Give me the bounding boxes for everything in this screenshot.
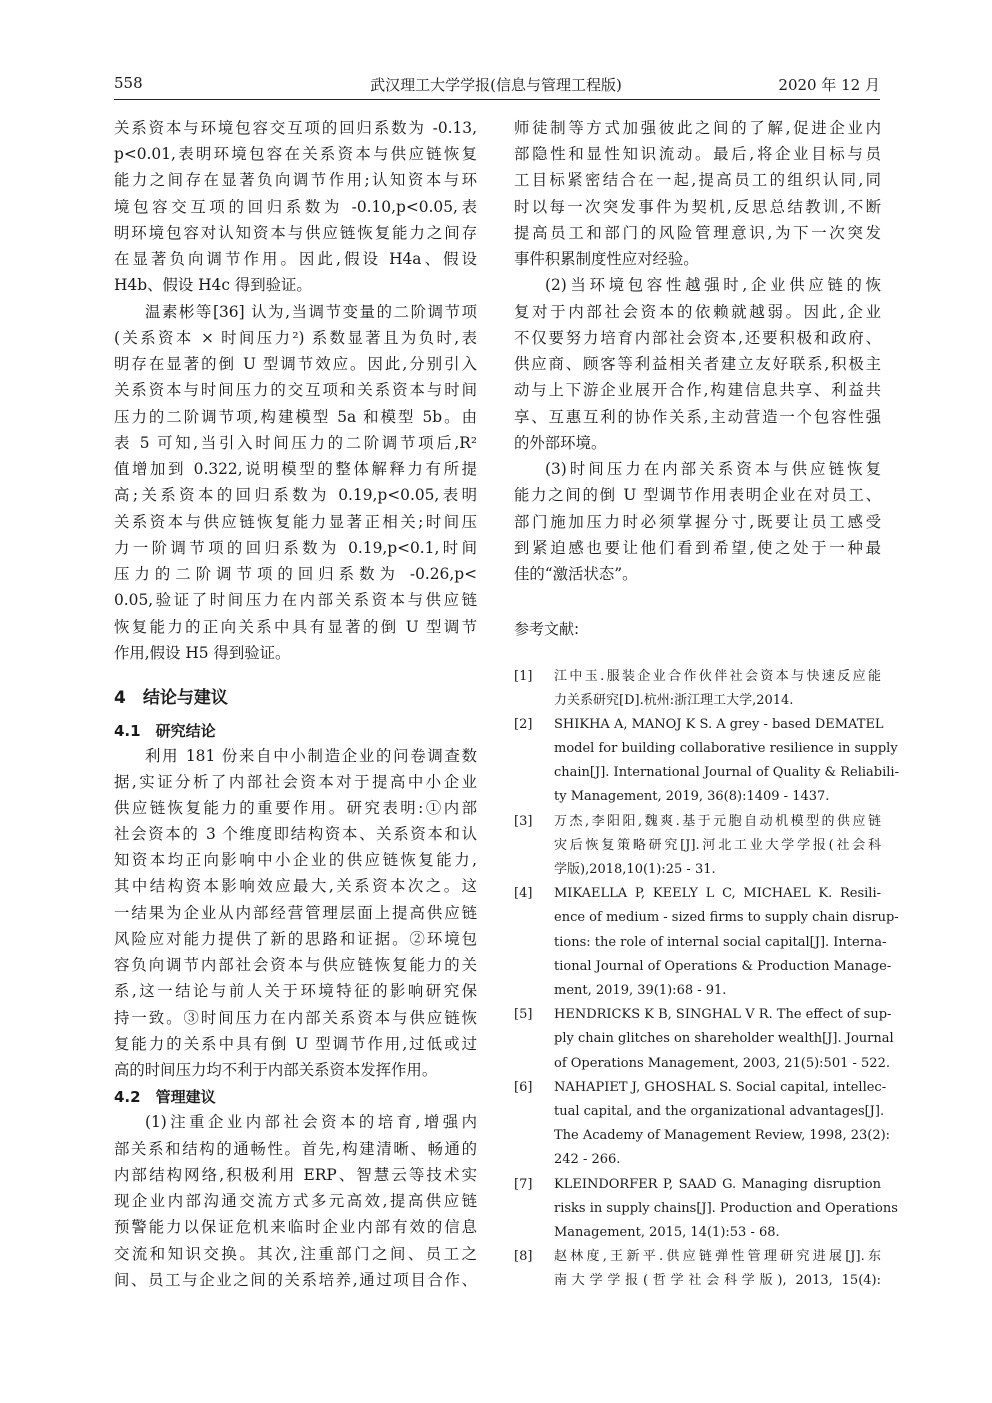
page-number: 558 (114, 74, 143, 92)
reference-number: [6] (514, 1080, 533, 1095)
body-line: 供应商、顾客等利益相关者建立友好联系,积极主 (514, 355, 881, 373)
body-line: p<0.01,表明环境包容在关系资本与供应链恢复 (114, 145, 477, 163)
body-line: 容负向调节内部社会资本与供应链恢复能力的关 (114, 956, 477, 974)
body-line: 力一阶调节项的回归系数为 0.19,p<0.1,时间 (114, 539, 477, 557)
body-line: (关系资本 × 时间压力²) 系数显著且为负时,表 (114, 329, 477, 347)
body-line: 值增加到 0.322,说明模型的整体解释力有所提 (114, 460, 477, 478)
body-line: 提高员工和部门的风险管理意识,为下一次突发 (514, 224, 881, 242)
body-line: 0.05,验证了时间压力在内部关系资本与供应链 (114, 591, 477, 609)
body-line: 间、员工与企业之间的关系培养,通过项目合作、 (114, 1271, 477, 1289)
reference-line: 力关系研究[D].杭州:浙江理工大学,2014. (554, 693, 794, 708)
reference-line: 242 - 266. (554, 1152, 621, 1167)
body-line: 明存在显著的倒 U 型调节效应。因此,分别引入 (114, 355, 477, 373)
body-line: 关系资本与供应链恢复能力显著正相关;时间压 (114, 513, 477, 531)
body-line: 在显著负向调节作用。因此,假设 H4a、假设 (114, 250, 477, 268)
body-line: 供应链恢复能力的重要作用。研究表明:①内部 (114, 799, 477, 817)
reference-line: risks in supply chains[J]. Production and Operations (554, 1201, 898, 1216)
reference-line: SHIKHA A, MANOJ K S. A grey - based DEMATEL (554, 717, 884, 732)
reference-line: HENDRICKS K B, SINGHAL V R. The effect of sup- (554, 1007, 892, 1022)
reference-line: ment, 2019, 39(1):68 - 91. (554, 983, 727, 998)
body-line: 恢复能力的正向关系中具有显著的倒 U 型调节 (114, 618, 477, 636)
reference-number: [8] (514, 1249, 533, 1264)
body-line: 到紧迫感也要让他们看到希望,使之处于一种最 (514, 539, 881, 557)
body-line: 动与上下游企业展开合作,构建信息共享、利益共 (514, 381, 881, 399)
body-line: 持一致。③时间压力在内部关系资本与供应链恢 (114, 1009, 477, 1027)
header-rule (114, 99, 880, 100)
body-line: 其中结构资本影响效应最大,关系资本次之。这 (114, 877, 477, 895)
body-line: H4b、假设 H4c 得到验证。 (114, 276, 312, 294)
body-line: 复对于内部社会资本的依赖就越弱。因此,企业 (514, 303, 881, 321)
body-line: 师徒制等方式加强彼此之间的了解,促进企业内 (514, 119, 881, 137)
body-line: (3)时间压力在内部关系资本与供应链恢复 (545, 460, 881, 478)
body-line: 佳的“激活状态”。 (514, 565, 638, 583)
reference-number: [7] (514, 1177, 533, 1192)
body-line: 一结果为企业从内部经营管理层面上提高供应链 (114, 904, 477, 922)
body-line: 社会资本的 3 个维度即结构资本、关系资本和认 (114, 825, 477, 843)
reference-line: model for building collaborative resilience in supply (554, 741, 898, 756)
body-line: 内部结构网络,积极利用 ERP、智慧云等技术实 (114, 1166, 477, 1184)
reference-line: tional Journal of Operations & Production Manage- (554, 959, 892, 974)
body-line: 享、互惠互利的协作关系,主动营造一个包容性强 (514, 408, 881, 426)
body-line: 现企业内部沟通交流方式多元高效,提高供应链 (114, 1192, 477, 1210)
reference-line: ty Management, 2019, 36(8):1409 - 1437. (554, 789, 830, 804)
body-line: (2)当环境包容性越强时,企业供应链的恢 (545, 276, 881, 294)
body-line: 利用 181 份来自中小制造企业的问卷调查数 (145, 747, 477, 765)
reference-line: 赵林度,王新平.供应链弹性管理研究进展[J].东 (554, 1249, 881, 1264)
reference-line: tual capital, and the organizational advantages[J]. (554, 1104, 885, 1119)
body-line: 风险应对能力提供了新的思路和证据。②环境包 (114, 930, 477, 948)
reference-number: [1] (514, 669, 533, 684)
body-line: 作用,假设 H5 得到验证。 (114, 644, 291, 662)
section-heading: 4 结论与建议 (114, 688, 228, 708)
reference-line: of Operations Management, 2003, 21(5):501 - 522. (554, 1056, 890, 1071)
reference-line: 南大学学报(哲学社会科学版), 2013, 15(4): (554, 1273, 881, 1288)
body-line: 高;关系资本的回归系数为 0.19,p<0.05,表明 (114, 486, 477, 504)
reference-number: [2] (514, 717, 533, 732)
body-line: 温素彬等[36] 认为,当调节变量的二阶调节项 (145, 303, 477, 321)
reference-line: tions: the role of internal social capital[J]. Interna- (554, 935, 887, 950)
reference-line: ence of medium - sized firms to supply chain disrup- (554, 910, 899, 925)
body-line: 压力的二阶调节项,构建模型 5a 和模型 5b。由 (114, 408, 477, 426)
body-line: 部关系和结构的通畅性。首先,构建清晰、畅通的 (114, 1140, 477, 1158)
subsection-heading: 4.1 研究结论 (114, 722, 216, 740)
reference-line: 学版),2018,10(1):25 - 31. (554, 862, 716, 877)
body-line: 时以每一次突发事件为契机,反思总结教训,不断 (514, 198, 881, 216)
body-line: 明环境包容对认知资本与供应链恢复能力之间存 (114, 224, 477, 242)
reference-line: 江中玉.服装企业合作伙伴社会资本与快速反应能 (554, 669, 881, 684)
body-line: 关系资本与环境包容交互项的回归系数为 -0.13, (114, 119, 477, 137)
reference-line: Management, 2015, 14(1):53 - 68. (554, 1225, 780, 1240)
body-line: 能力之间的倒 U 型调节作用表明企业在对员工、 (514, 486, 881, 504)
reference-line: The Academy of Management Review, 1998, 23(2): (554, 1128, 891, 1143)
body-line: 的外部环境。 (514, 434, 607, 452)
references-heading: 参考文献: (514, 620, 580, 638)
body-line: 事件积累制度性应对经验。 (514, 250, 699, 268)
body-line: 交流和知识交换。其次,注重部门之间、员工之 (114, 1245, 477, 1263)
body-line: 知资本均正向影响中小企业的供应链恢复能力, (114, 851, 477, 869)
reference-line: ply chain glitches on shareholder wealth[J]. Journal (554, 1031, 894, 1046)
body-line: 复能力的关系中具有倒 U 型调节作用,过低或过 (114, 1035, 477, 1053)
body-line: 预警能力以保证危机来临时企业内部有效的信息 (114, 1218, 477, 1236)
journal-title: 武汉理工大学学报(信息与管理工程版) (370, 76, 622, 94)
reference-number: [5] (514, 1007, 533, 1022)
reference-line: NAHAPIET J, GHOSHAL S. Social capital, intellec- (554, 1080, 887, 1095)
reference-line: 万杰,李阳阳,魏爽.基于元胞自动机模型的供应链 (554, 814, 881, 829)
body-line: 关系资本与时间压力的交互项和关系资本与时间 (114, 381, 477, 399)
reference-line: KLEINDORFER P, SAAD G. Managing disruption (554, 1177, 881, 1192)
body-line: 工目标紧密结合在一起,提高员工的组织认同,同 (514, 171, 881, 189)
body-line: 据,实证分析了内部社会资本对于提高中小企业 (114, 773, 477, 791)
subsection-heading: 4.2 管理建议 (114, 1088, 216, 1106)
body-line: 不仅要努力培育内部社会资本,还要积极和政府、 (514, 329, 881, 347)
body-line: 表 5 可知,当引入时间压力的二阶调节项后,R² (114, 434, 477, 452)
body-line: 部隐性和显性知识流动。最后,将企业目标与员 (514, 145, 881, 163)
body-line: 境包容交互项的回归系数为 -0.10,p<0.05,表 (114, 198, 477, 216)
reference-line: 灾后恢复策略研究[J].河北工业大学学报(社会科 (554, 838, 881, 853)
reference-number: [4] (514, 886, 533, 901)
reference-line: MIKAELLA P, KEELY L C, MICHAEL K. Resili- (554, 886, 881, 901)
reference-line: chain[J]. International Journal of Quality & Reliabili- (554, 765, 899, 780)
body-line: (1)注重企业内部社会资本的培育,增强内 (145, 1113, 477, 1131)
issue-date: 2020 年 12 月 (778, 76, 880, 94)
body-line: 高的时间压力均不利于内部关系资本发挥作用。 (114, 1061, 438, 1079)
body-line: 系,这一结论与前人关于环境特征的影响研究保 (114, 982, 477, 1000)
body-line: 压力的二阶调节项的回归系数为 -0.26,p< (114, 565, 477, 583)
body-line: 能力之间存在显著负向调节作用;认知资本与环 (114, 171, 477, 189)
reference-number: [3] (514, 814, 533, 829)
body-line: 部门施加压力时必须掌握分寸,既要让员工感受 (514, 513, 881, 531)
